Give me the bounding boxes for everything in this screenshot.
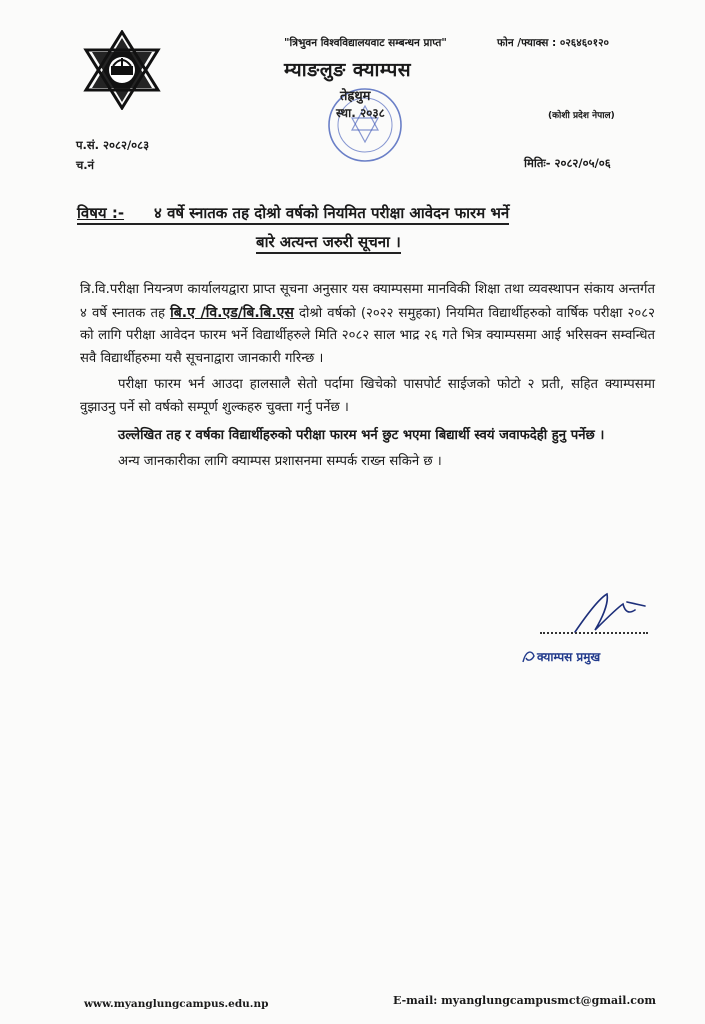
signature-line	[540, 632, 648, 634]
paragraph-1	[80, 279, 655, 370]
paragraph-2: परीक्षा फारम भर्न आउदा हालसालै सेतो पर्दामा खिचेको पासपोर्ट साईजको फोटो २ प्रती, सहित क्याम्पसमा वुझाउनु पर्ने सो वर्षको सम्पूर्ण शुल्कहरु चुक्ता गर्नु पर्नेछ ।	[80, 377, 655, 415]
subject-line-1	[77, 203, 509, 225]
reference-number: प.सं. २०८२/०८३	[76, 138, 150, 152]
subject-text-1: ४ वर्षे स्नातक तह दोश्रो वर्षको नियमित परीक्षा आवेदन फारम भर्ने	[154, 204, 510, 222]
subject-label: विषय :-	[77, 204, 125, 222]
campus-logo-icon	[82, 30, 162, 110]
dispatch-number: च.नं	[76, 158, 95, 172]
signature-mark-icon	[520, 646, 538, 666]
established-text: स्था. २०३८	[336, 106, 385, 120]
signatory-title: क्याम्पस प्रमुख	[537, 650, 601, 664]
phone-fax: फोन /फ्याक्स : ०२६४६०१२०	[497, 37, 609, 49]
paragraph-1-end: दोश्रो वर्षको (२०२२ समुहका) नियमित विद्यार्थीहरुको वार्षिक परीक्षा २०८२ को लागि परीक्षा आवेदन फारम भर्ने विद्यार्थीहरुले मिति २०८२ साल भाद्र २६ गते भित्र क्याम्पसमा आई भरिसक्न सम्वन्धित सवै विद्यार्थीहरुमा यसै सूचनाद्वारा जानकारी गरिन्छ ।	[80, 305, 655, 366]
paragraph-3: उल्लेखित तह र वर्षका विद्यार्थीहरुको परीक्षा फारम भर्न छुट भएमा बिद्यार्थी स्वयं जवाफदेही हुनु पर्नेछ ।	[118, 428, 605, 443]
paragraph-4: अन्य जानकारीका लागि क्याम्पस प्रशासनमा सम्पर्क राख्न सकिने छ ।	[118, 453, 442, 469]
notice-date: मितिः- २०८२/०५/०६	[524, 156, 611, 170]
subject-line-2: बारे अत्यन्त जरुरी सूचना ।	[256, 232, 401, 254]
paragraph-1-start: त्रि.वि.परीक्षा नियन्त्रण कार्यालयद्वारा प्राप्त सूचना अनुसार यस क्याम्पसमा मानविकी शिक्षा तथा व्यवस्थापन संकाय अन्तर्गत ४ वर्षे स्नातक तह	[80, 282, 655, 321]
notice-body	[80, 279, 655, 473]
province-text: (कोशी प्रदेश नेपाल)	[548, 111, 615, 121]
campus-name: म्याङलुङ क्याम्पस	[284, 59, 412, 81]
website-link[interactable]: www.myanglungcampus.edu.np	[84, 998, 269, 1010]
district-text: तेह्रथुम	[340, 89, 371, 104]
programs-highlight: बि.ए /वि.एड/बि.बि.एस	[170, 304, 294, 321]
affiliation-text: "त्रिभुवन विश्वविद्यालयवाट सम्बन्धन प्राप्त"	[284, 37, 447, 49]
email-address[interactable]: E-mail: myanglungcampusmct@gmail.com	[393, 994, 656, 1007]
